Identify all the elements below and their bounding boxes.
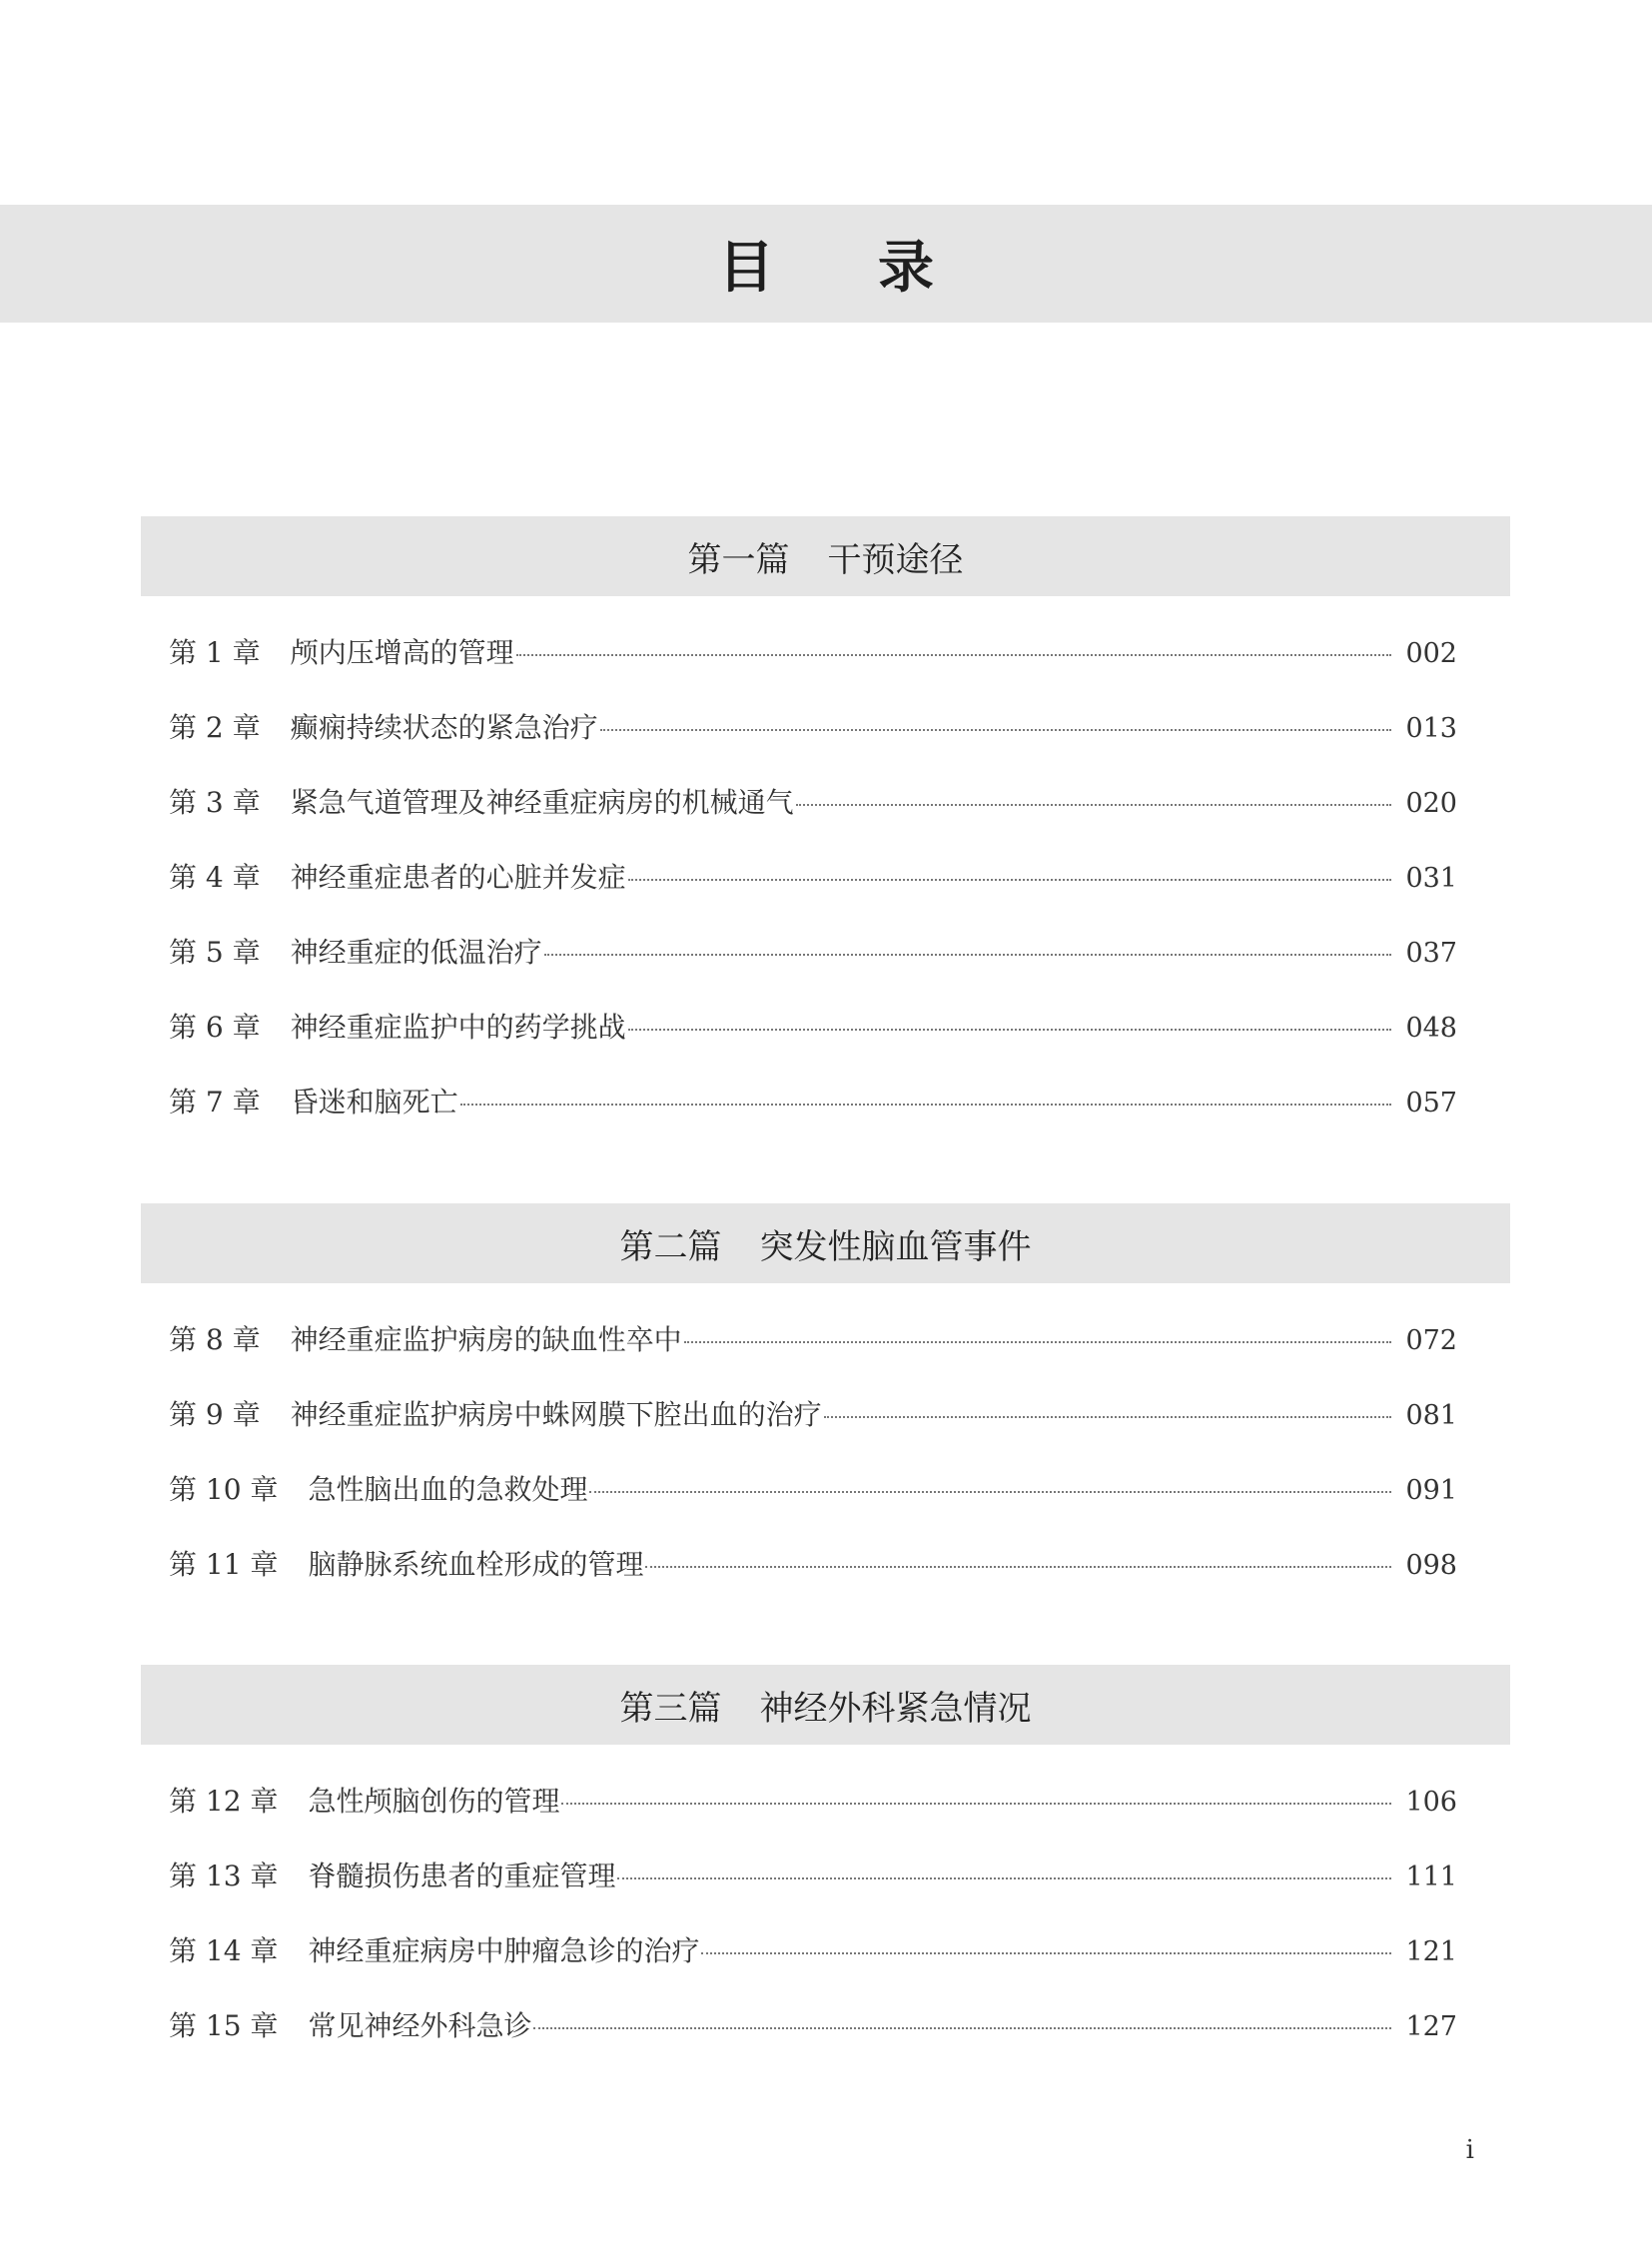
chapter-entry[interactable]: [141, 1932, 1510, 2007]
dot-leader: [589, 1491, 1391, 1493]
chapter-page: 020: [1405, 788, 1457, 819]
part-number: 第一篇: [687, 539, 790, 580]
chapter-entry[interactable]: [141, 1396, 1510, 1471]
chapter-title: 急性脑出血的急救处理: [308, 1473, 588, 1506]
part-heading: [141, 1665, 1510, 1745]
dot-leader: [561, 1803, 1391, 1805]
part-number: 第二篇: [619, 1226, 722, 1267]
chapter-entry[interactable]: [141, 634, 1510, 709]
chapter-title: 神经重症监护病房中蛛网膜下腔出血的治疗: [290, 1398, 822, 1431]
chapter-entry[interactable]: [141, 859, 1510, 934]
dot-leader: [533, 2027, 1391, 2029]
chapter-title: 神经重症监护中的药学挑战: [290, 1011, 626, 1044]
dot-leader: [796, 804, 1392, 806]
chapter-entry[interactable]: [141, 934, 1510, 1009]
dot-leader: [645, 1566, 1391, 1568]
chapter-title: 神经重症病房中肿瘤急诊的治疗: [308, 1934, 700, 1967]
chapter-title: 神经重症患者的心脏并发症: [290, 861, 626, 894]
dot-leader: [628, 1029, 1392, 1031]
chapter-title: 神经重症监护病房的缺血性卒中: [290, 1323, 682, 1356]
chapter-page: 072: [1405, 1325, 1457, 1356]
chapter-entry[interactable]: [141, 709, 1510, 784]
chapter-entry[interactable]: [141, 1471, 1510, 1546]
toc-title-band: [0, 205, 1652, 323]
chapter-title: 常见神经外科急诊: [308, 2009, 532, 2042]
chapter-number: 第 10 章: [169, 1473, 279, 1506]
chapter-list: [141, 1783, 1510, 2082]
part-number: 第三篇: [619, 1688, 722, 1729]
dot-leader: [544, 954, 1392, 956]
chapter-number: 第 8 章: [169, 1323, 261, 1356]
chapter-entry[interactable]: [141, 1546, 1510, 1621]
chapter-entry[interactable]: [141, 1009, 1510, 1084]
dot-leader: [701, 1952, 1391, 1954]
chapter-page: 106: [1405, 1787, 1457, 1818]
chapter-page: 013: [1405, 713, 1457, 744]
chapter-page: 121: [1405, 1936, 1457, 1967]
chapter-entry[interactable]: [141, 784, 1510, 859]
dot-leader: [628, 879, 1392, 881]
chapter-number: 第 13 章: [169, 1860, 279, 1892]
chapter-number: 第 4 章: [169, 861, 261, 894]
dot-leader: [824, 1416, 1392, 1418]
chapter-number: 第 3 章: [169, 786, 261, 819]
chapter-list: [141, 1321, 1510, 1621]
chapter-page: 048: [1405, 1013, 1457, 1044]
chapter-page: 098: [1405, 1550, 1457, 1581]
chapter-title: 急性颅脑创伤的管理: [308, 1785, 560, 1818]
part-section-3: [141, 1665, 1510, 2082]
part-section-1: [141, 516, 1510, 1158]
chapter-title: 癫痫持续状态的紧急治疗: [290, 711, 598, 744]
chapter-page: 091: [1405, 1475, 1457, 1506]
dot-leader: [684, 1341, 1392, 1343]
chapter-number: 第 7 章: [169, 1086, 261, 1119]
chapter-entry[interactable]: [141, 2007, 1510, 2082]
chapter-number: 第 6 章: [169, 1011, 261, 1044]
chapter-number: 第 14 章: [169, 1934, 279, 1967]
dot-leader: [460, 1104, 1392, 1106]
toc-title-char-2: 录: [878, 236, 934, 301]
chapter-number: 第 12 章: [169, 1785, 279, 1818]
chapter-entry[interactable]: [141, 1084, 1510, 1158]
chapter-title: 脑静脉系统血栓形成的管理: [308, 1548, 644, 1581]
chapter-title: 脊髓损伤患者的重症管理: [308, 1860, 616, 1892]
chapter-number: 第 11 章: [169, 1548, 279, 1581]
chapter-page: 057: [1405, 1088, 1457, 1119]
chapter-number: 第 1 章: [169, 636, 261, 669]
dot-leader: [516, 654, 1392, 656]
chapter-number: 第 9 章: [169, 1398, 261, 1431]
chapter-page: 081: [1405, 1400, 1457, 1431]
chapter-entry[interactable]: [141, 1321, 1510, 1396]
page-folio: i: [1465, 2135, 1474, 2165]
chapter-list: [141, 634, 1510, 1158]
chapter-entry[interactable]: [141, 1783, 1510, 1858]
dot-leader: [617, 1877, 1391, 1879]
chapter-page: 127: [1405, 2011, 1457, 2042]
chapter-title: 神经重症的低温治疗: [290, 936, 542, 969]
part-heading: [141, 516, 1510, 596]
chapter-page: 037: [1405, 938, 1457, 969]
chapter-title: 昏迷和脑死亡: [290, 1086, 458, 1119]
part-title: 干预途径: [827, 539, 964, 580]
chapter-page: 002: [1405, 638, 1457, 669]
chapter-page: 111: [1405, 1862, 1457, 1892]
dot-leader: [600, 729, 1392, 731]
chapter-page: 031: [1405, 863, 1457, 894]
chapter-number: 第 15 章: [169, 2009, 279, 2042]
part-title: 突发性脑血管事件: [759, 1226, 1032, 1267]
chapter-number: 第 5 章: [169, 936, 261, 969]
chapter-number: 第 2 章: [169, 711, 261, 744]
chapter-entry[interactable]: [141, 1858, 1510, 1932]
part-section-2: [141, 1203, 1510, 1621]
toc-title-char-1: 目: [718, 236, 774, 301]
chapter-title: 颅内压增高的管理: [290, 636, 514, 669]
part-heading: [141, 1203, 1510, 1283]
part-title: 神经外科紧急情况: [759, 1688, 1032, 1729]
chapter-title: 紧急气道管理及神经重症病房的机械通气: [290, 786, 794, 819]
